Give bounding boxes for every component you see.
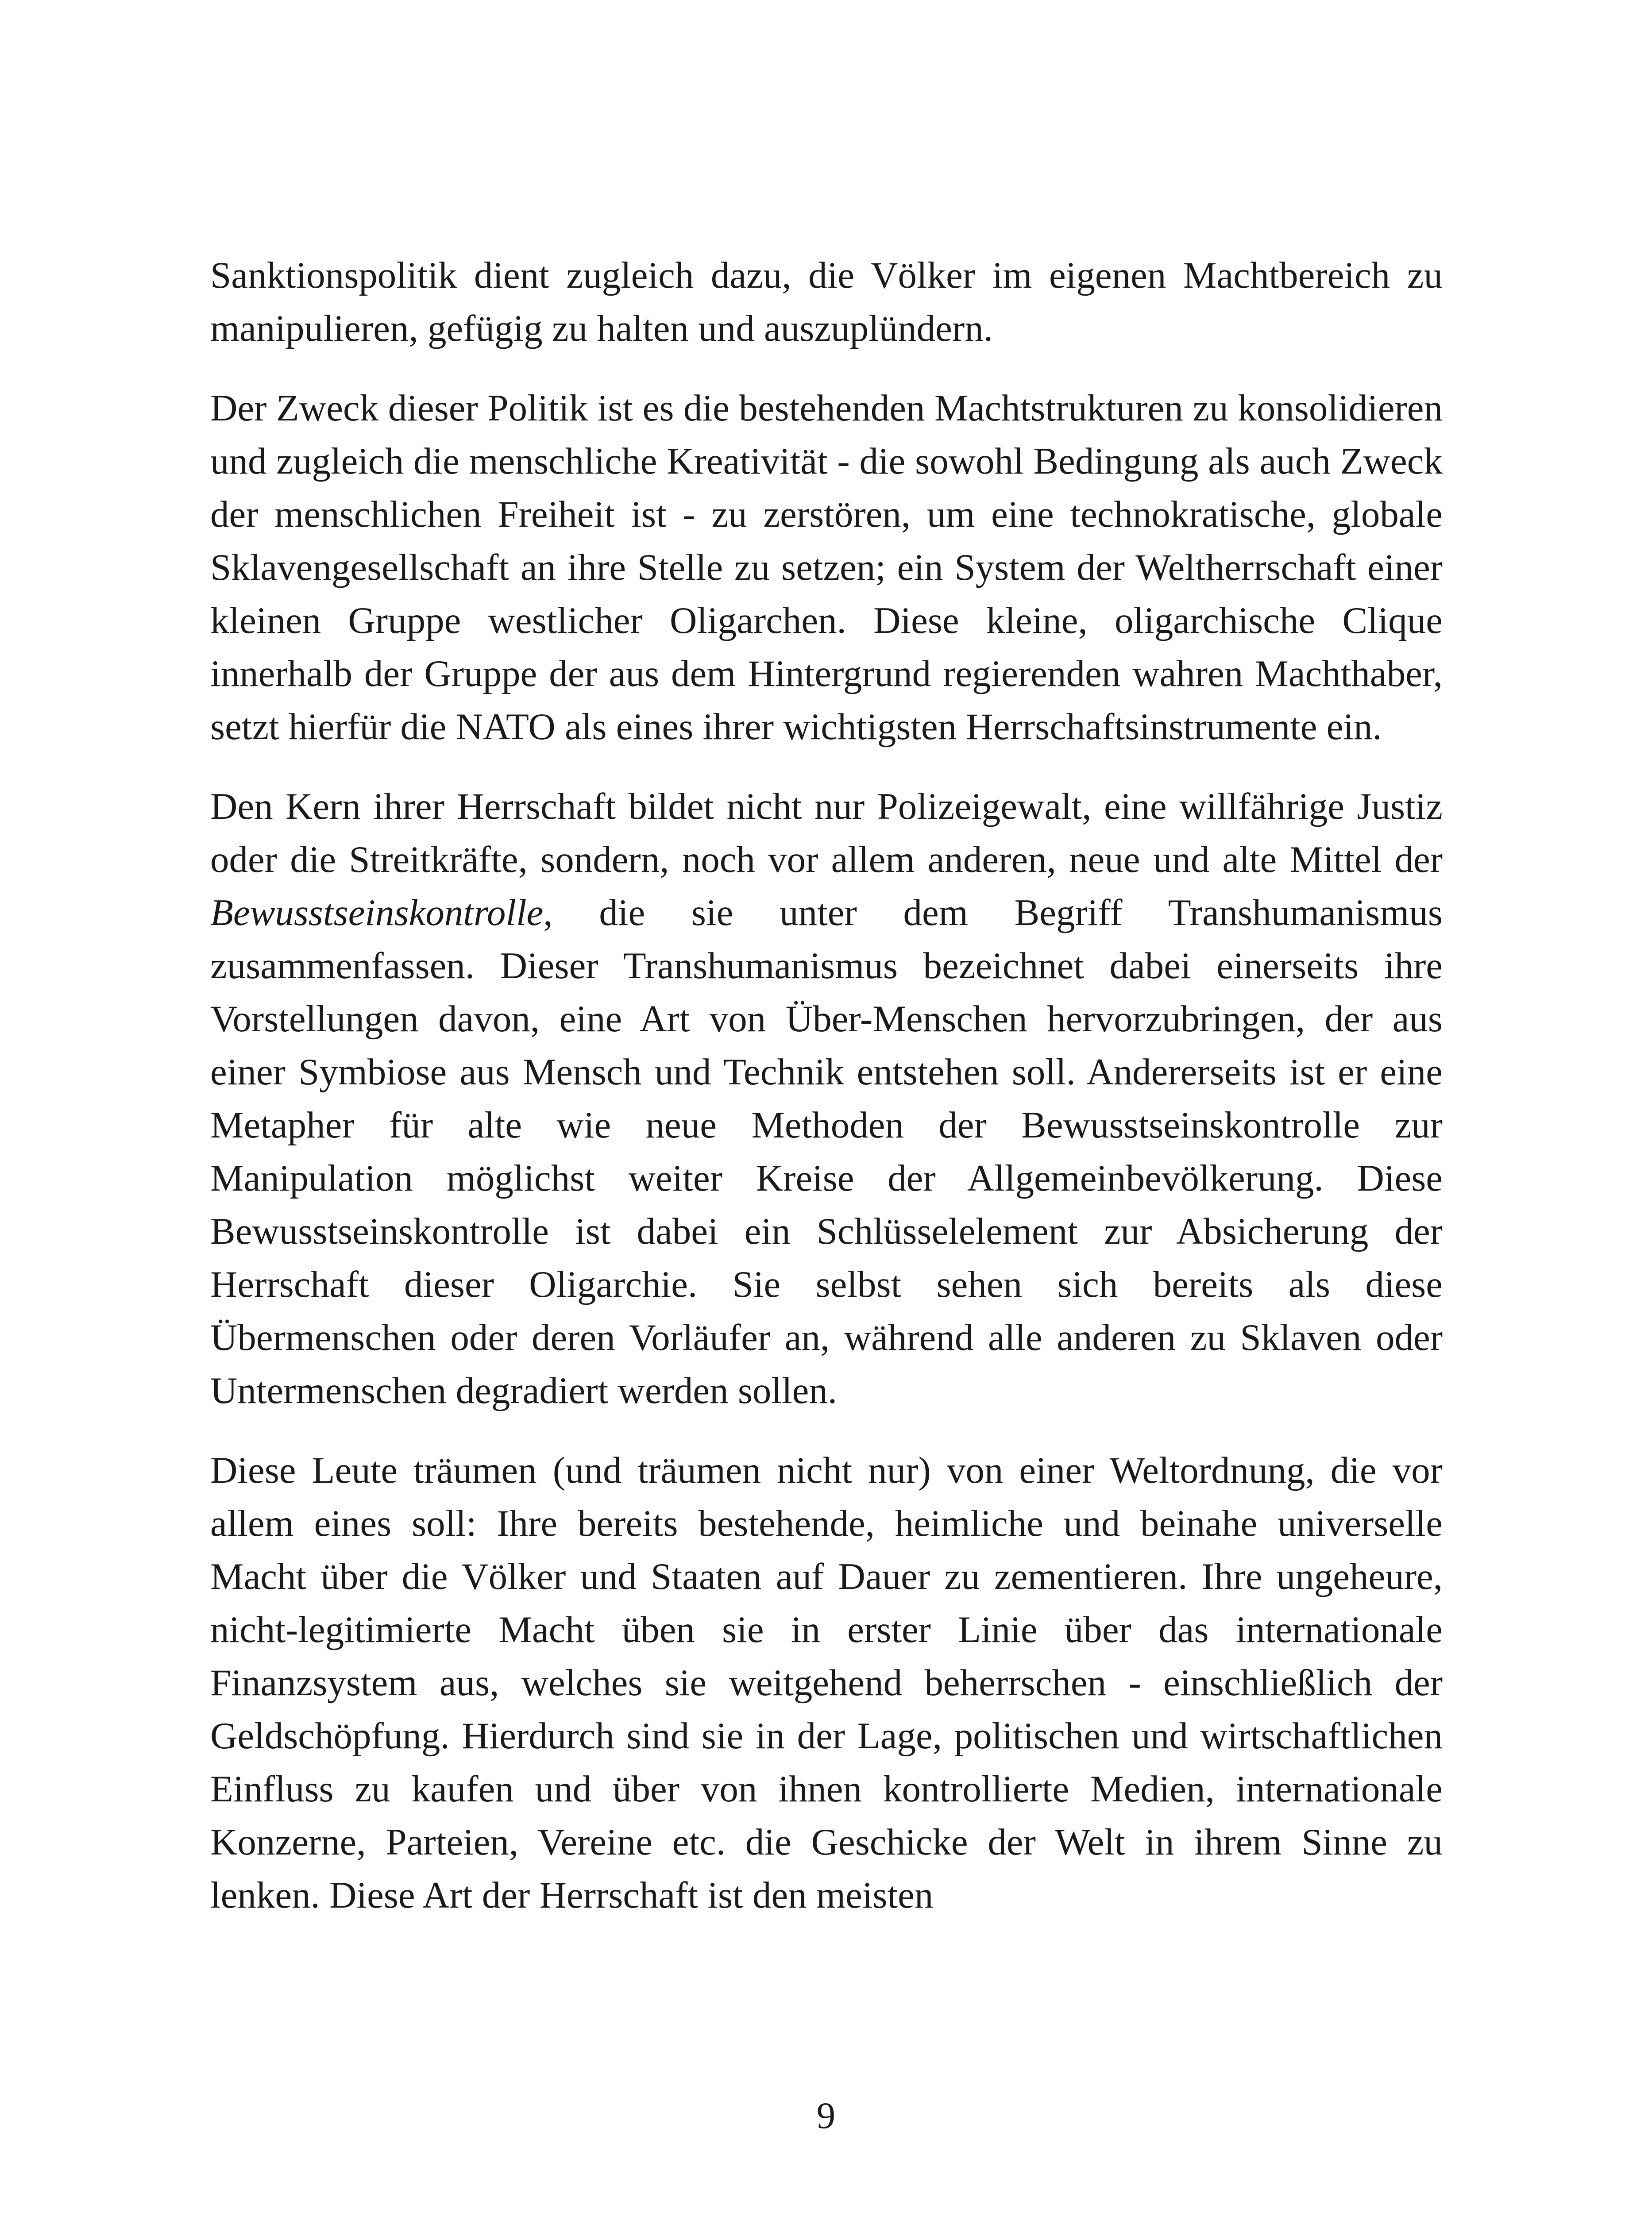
paragraph-2-text: Der Zweck dieser Politik ist es die bestehenden Machtstrukturen zu konsolidieren und zugleich die menschliche Kreativität - die sowohl Bedingung als auch Zweck der menschlichen Freiheit ist - zu zerstören, um eine technokratische, globale Sklavengesellschaft an ihre Stelle zu setzen; ein System der Weltherrschaft einer kleinen Gruppe westlicher Oligarchen. Diese kleine, oligarchische Clique innerhalb der Gruppe der aus dem Hintergrund regierenden wahren Machthaber, setzt hierfür die NATO als eines ihrer wichtigsten Herrschaftsinstrumente ein.	[210, 387, 1443, 748]
paragraph-3-text-end: , die sie unter dem Begriff Transhumanismus zusammenfassen. Dieser Transhumanismus bezeichnet dabei einerseits ihre Vorstellungen davon, eine Art von Über-Menschen hervorzubringen, der aus einer Symbiose aus Mensch und Technik entstehen soll. Andererseits ist er eine Metapher für alte wie neue Methoden der Bewusstseinskontrolle zur Manipulation möglichst weiter Kreise der Allgemeinbevölkerung. Diese Bewusstseinskontrolle ist dabei ein Schlüsselelement zur Absicherung der Herrschaft dieser Oligarchie. Sie selbst sehen sich bereits als diese Übermenschen oder deren Vorläufer an, während alle anderen zu Sklaven oder Untermenschen degradiert werden sollen.	[210, 892, 1443, 1411]
paragraph-3-text-start: Den Kern ihrer Herrschaft bildet nicht nur Polizeigewalt, eine willfährige Justiz oder die Streitkräfte, sondern, noch vor allem anderen, neue und alte Mittel der	[210, 786, 1443, 880]
paragraph-1	[210, 249, 1443, 355]
paragraph-4-text: Diese Leute träumen (und träumen nicht nur) von einer Weltordnung, die vor allem eines soll: Ihre bereits bestehende, heimliche und beinahe universelle Macht über die Völker und Staaten auf Dauer zu zementieren. Ihre ungeheure, nicht-legitimierte Macht üben sie in erster Linie über das internationale Finanzsystem aus, welches sie weitgehend beherrschen - einschließlich der Geldschöpfung. Hierdurch sind sie in der Lage, politischen und wirtschaftlichen Einfluss zu kaufen und über von ihnen kontrollierte Medien, internationale Konzerne, Parteien, Vereine etc. die Geschicke der Welt in ihrem Sinne zu lenken. Diese Art der Herrschaft ist den meisten	[210, 1450, 1443, 1916]
paragraph-1-text: Sanktionspolitik dient zugleich dazu, die Völker im eigenen Machtbereich zu manipulieren, gefügig zu halten und auszuplündern.	[210, 254, 1443, 349]
paragraph-4	[210, 1444, 1443, 1922]
paragraph-3-emphasis: Bewusstseinskontrolle	[210, 892, 544, 933]
body-text	[210, 249, 1443, 1948]
paragraph-2	[210, 382, 1443, 753]
page-number: 9	[816, 2095, 836, 2136]
paragraph-3	[210, 780, 1443, 1417]
